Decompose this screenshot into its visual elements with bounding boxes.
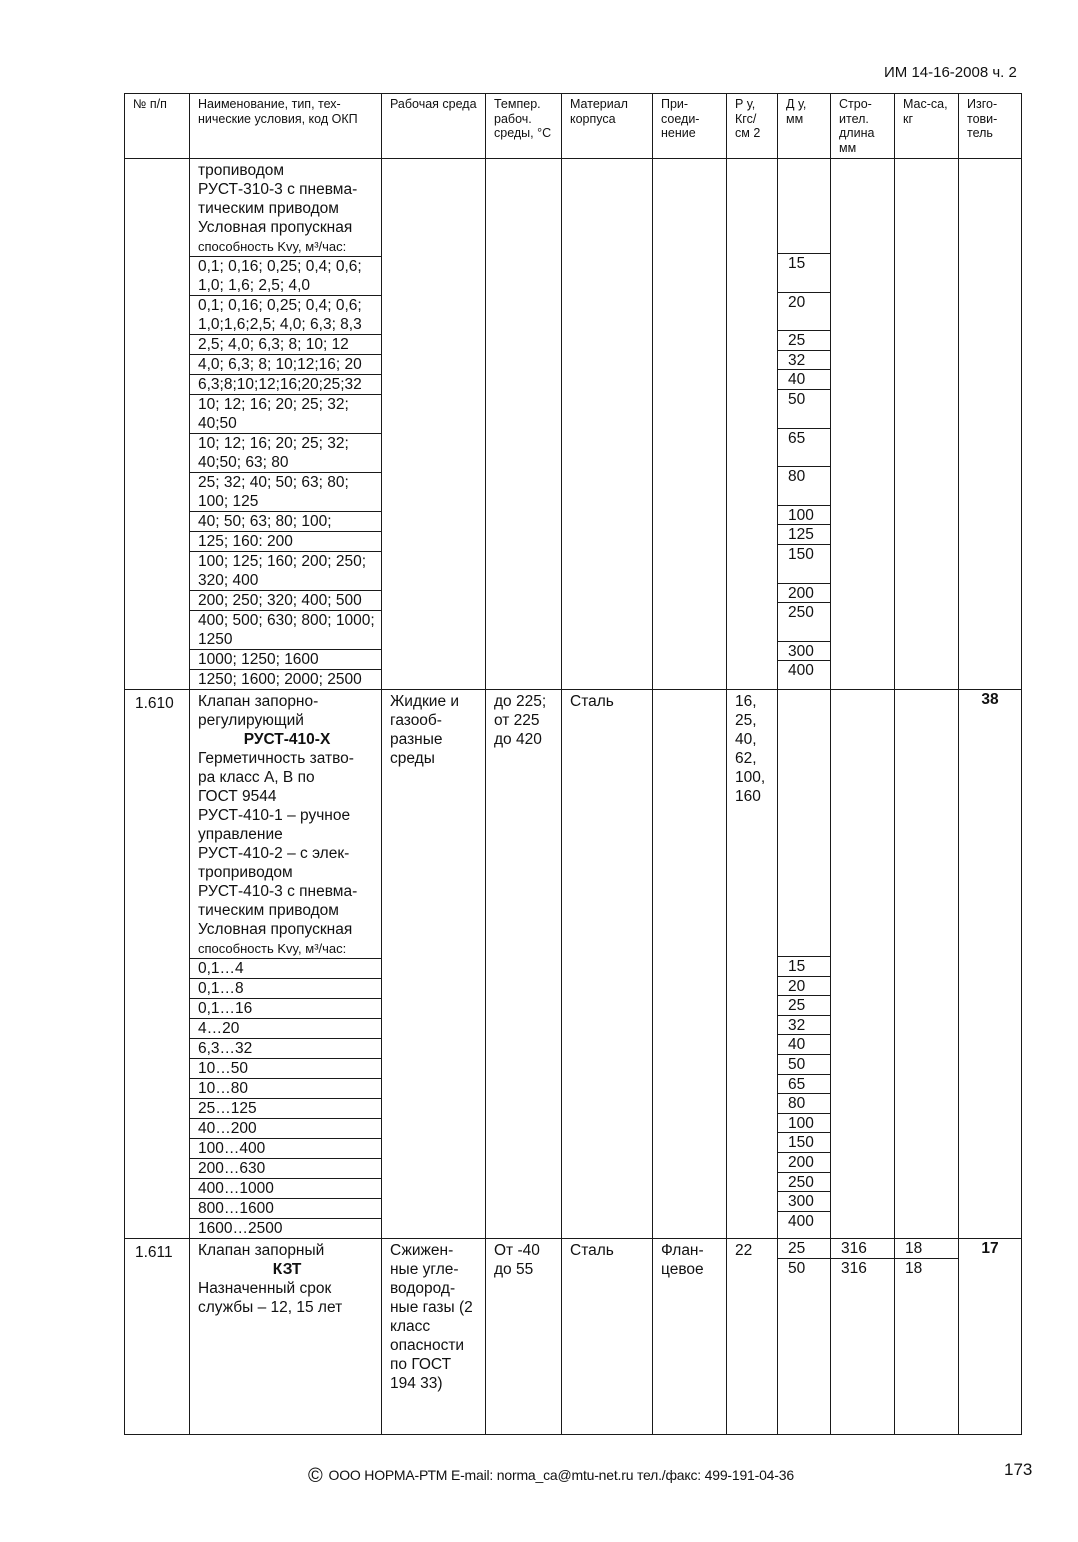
body-material: Сталь [570, 693, 614, 710]
manufacturer-code: 17 [981, 1240, 999, 1257]
kv-list [190, 958, 381, 1238]
list-item: 800…1600 [190, 1199, 381, 1219]
list-item: 32 [778, 351, 830, 371]
list-item: 15 [778, 957, 830, 977]
footer [308, 1465, 794, 1488]
continuation-dn-cell [778, 159, 831, 690]
kvy-label: способность Kvy, м³/час: [198, 941, 347, 956]
list-item: 200; 250; 320; 400; 500 [190, 591, 381, 611]
list-item: 100; 125; 160; 200; 250; 320; 400 [190, 552, 381, 591]
header-mass: Мас-са, кг [895, 94, 959, 159]
list-item: 200 [778, 584, 830, 604]
kv-list [190, 256, 381, 689]
list-item: 65 [778, 429, 830, 468]
list-item: 125 [778, 525, 830, 545]
table-row [125, 690, 1022, 1239]
list-item: 200…630 [190, 1159, 381, 1179]
work-temperature: до 225; от 225 до 420 [494, 693, 547, 748]
list-item: 0,1; 0,16; 0,25; 0,4; 0,6; 1,0;1,6;2,5; 4,0; 6,3; 8,3 [190, 296, 381, 335]
continuation-name-cell [190, 159, 382, 690]
list-item: 25; 32; 40; 50; 63; 80; 100; 125 [190, 473, 381, 512]
pressure-values: 22 [735, 1242, 753, 1259]
list-item: 4…20 [190, 1019, 381, 1039]
list-item: 50 [778, 390, 830, 429]
list-item: 125; 160: 200 [190, 532, 381, 552]
list-item: 100…400 [190, 1139, 381, 1159]
list-item: 200 [778, 1153, 830, 1173]
header-connection: При-соеди-нение [653, 94, 727, 159]
page-number: 173 [1004, 1460, 1033, 1479]
list-item: 300 [778, 642, 830, 662]
list-item: 300 [778, 1192, 830, 1212]
mass-list [895, 1239, 958, 1278]
list-item: 400; 500; 630; 800; 1000; 1250 [190, 611, 381, 650]
list-item: 80 [778, 1094, 830, 1114]
list-item: 316 [841, 1260, 867, 1277]
list-item: 2,5; 4,0; 6,3; 8; 10; 12 [190, 335, 381, 355]
manufacturer-code: 38 [981, 691, 999, 708]
list-item: 32 [778, 1016, 830, 1036]
list-item: 18 [905, 1260, 923, 1277]
list-item: 250 [778, 603, 830, 642]
list-item: 25 [778, 996, 830, 1016]
item-number: 1.610 [135, 695, 174, 712]
pressure-values: 16, 25, 40, 62, 100, 160 [735, 693, 766, 805]
header-dn: Д у, мм [778, 94, 831, 159]
list-item: 1000; 1250; 1600 [190, 650, 381, 670]
list-item: 20 [778, 293, 830, 332]
header-maker: Изго-тови-тель [959, 94, 1022, 159]
valve-table [124, 93, 1022, 1435]
table-header-row [125, 94, 1022, 159]
dn-list [778, 253, 830, 679]
copyright-icon: © [308, 1465, 323, 1487]
list-item: 40; 50; 63; 80; 100; [190, 512, 381, 532]
item-dn-cell [778, 690, 831, 1239]
list-item: 25 [778, 1239, 830, 1259]
length-list [831, 1239, 894, 1278]
list-item: 15 [778, 254, 830, 293]
list-item: 250 [778, 1173, 830, 1193]
work-medium: Сжижен-ные угле-водород-ные газы (2 класс опасности по ГОСТ 194 33) [390, 1242, 473, 1392]
document-reference: ИМ 14-16-2008 ч. 2 [884, 64, 1017, 81]
list-item: 400 [788, 1212, 814, 1230]
header-material: Материал корпуса [562, 94, 653, 159]
list-item: 100 [778, 506, 830, 526]
list-item: 4,0; 6,3; 8; 10;12;16; 20 [190, 355, 381, 375]
header-temp: Темпер. рабоч. среды, °С [486, 94, 562, 159]
kvy-label: способность Kvy, м³/час: [198, 239, 347, 254]
header-name: Наименование, тип, тех-нические условия, код ОКП [190, 94, 382, 159]
list-item: 25 [778, 331, 830, 351]
list-item: 40 [778, 370, 830, 390]
footer-text: ООО НОРМА-РТМ E-mail: norma_ca@mtu-net.ru тел./факс: 499-191-04-36 [328, 1467, 794, 1483]
body-material: Сталь [570, 1242, 614, 1259]
list-item: 50 [778, 1055, 830, 1075]
list-item: 150 [778, 545, 830, 584]
list-item: 10…80 [190, 1079, 381, 1099]
list-item: 400…1000 [190, 1179, 381, 1199]
list-item: 0,1; 0,16; 0,25; 0,4; 0,6; 1,0; 1,6; 2,5; 4,0 [190, 257, 381, 296]
list-item: 40 [778, 1035, 830, 1055]
list-item: 0,1…8 [190, 979, 381, 999]
header-num: № п/п [125, 94, 190, 159]
dn-list [778, 1239, 830, 1278]
list-item: 6,3…32 [190, 1039, 381, 1059]
list-item: 25…125 [190, 1099, 381, 1119]
list-item: 40…200 [190, 1119, 381, 1139]
list-item: 50 [788, 1260, 806, 1277]
list-item: 80 [778, 467, 830, 506]
product-type: РУСТ-410-Х [243, 731, 331, 748]
list-item: 316 [831, 1239, 894, 1259]
connection-type: Флан-цевое [661, 1242, 704, 1278]
list-item: 10…50 [190, 1059, 381, 1079]
list-item: 150 [778, 1133, 830, 1153]
list-item: 100 [778, 1114, 830, 1134]
list-item: 65 [778, 1075, 830, 1095]
list-item: 1250; 1600; 2000; 2500 [198, 671, 362, 688]
table-row: 1.611 Клапан запорный КЗТ Назначенный срок службы – 12, 15 лет Сжижен-ные угле-водород-ные газы (2 класс опасности по ГОСТ 194 33) От -40 до 55 Сталь Флан-цевое 22 25 50 316 316 18 18 17 [125, 1239, 1022, 1435]
header-length: Стро-ител. длина мм [831, 94, 895, 159]
list-item: 0,1…4 [190, 959, 381, 979]
product-type: КЗТ [272, 1261, 302, 1278]
list-item: 400 [788, 662, 814, 680]
list-item: 1600…2500 [198, 1220, 283, 1237]
work-temperature: От -40 до 55 [494, 1242, 540, 1278]
work-medium: Жидкие и газооб-разные среды [390, 693, 460, 767]
dn-list [778, 956, 830, 1229]
header-pressure: Р у, Кгс/ см 2 [727, 94, 778, 159]
list-item: 6,3;8;10;12;16;20;25;32 [190, 375, 381, 395]
list-item: 0,1…16 [190, 999, 381, 1019]
list-item: 10; 12; 16; 20; 25; 32; 40;50; 63; 80 [190, 434, 381, 473]
item-name-cell: Клапан запорно- регулирующий РУСТ-410-Х Герметичность затво- ра класс А, В по ГОСТ 9544 РУСТ-410-1 – ручное управление РУСТ-410-2 – с элек- троприводом РУСТ-410-3 с пневма- тическим приводом Условная пропускная способность Kvy, м³/час: 0,1…4 0,1…8 0,1…16 4…20 6,3…32 10…50 10…80 25…125 40…200 100…400 200…630 400…1000 800…1600 1600…2500 [190, 690, 382, 1239]
table-row [125, 159, 1022, 690]
continuation-desc: тропиводом РУСТ-310-3 с пневма- тическим приводом Условная пропускная способность Kvy, м³/час: [190, 159, 381, 256]
item-number: 1.611 [135, 1244, 173, 1261]
list-item: 18 [895, 1239, 958, 1259]
list-item: 10; 12; 16; 20; 25; 32; 40;50 [190, 395, 381, 434]
header-medium: Рабочая среда [382, 94, 486, 159]
list-item: 20 [778, 977, 830, 997]
